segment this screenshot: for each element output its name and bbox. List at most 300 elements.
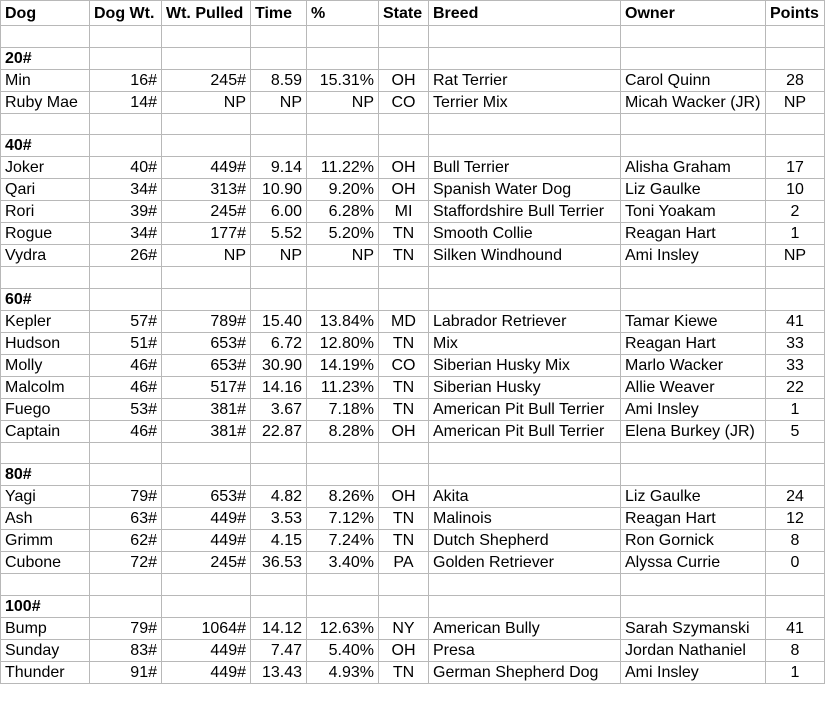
table-row [1,376,825,398]
breed-cell: Rat Terrier [429,69,621,91]
empty-cell [766,464,825,486]
empty-cell [307,267,379,289]
empty-cell [766,135,825,157]
empty-cell [307,288,379,310]
dog-cell: Bump [1,617,90,639]
dog-weight-cell: 79# [90,486,162,508]
time-cell: 9.14 [251,157,307,179]
dog-cell: Qari [1,179,90,201]
time-cell: 14.12 [251,617,307,639]
empty-cell [379,574,429,596]
time-cell: 22.87 [251,420,307,442]
state-cell: NY [379,617,429,639]
weight-class-label: 100# [1,595,90,617]
dog-weight-cell: 16# [90,69,162,91]
owner-cell: Tamar Kiewe [621,310,766,332]
empty-cell [621,47,766,69]
empty-cell [251,267,307,289]
weight-class-row [1,135,825,157]
owner-cell: Micah Wacker (JR) [621,91,766,113]
table-row [1,245,825,267]
empty-cell [251,595,307,617]
state-cell: TN [379,398,429,420]
empty-cell [429,288,621,310]
time-cell: 36.53 [251,552,307,574]
time-cell: 14.16 [251,376,307,398]
table-row [1,201,825,223]
empty-cell [766,574,825,596]
empty-cell [90,113,162,135]
dog-weight-cell: 46# [90,420,162,442]
dog-cell: Grimm [1,530,90,552]
points-cell: 1 [766,223,825,245]
dog-weight-cell: 72# [90,552,162,574]
state-cell: TN [379,508,429,530]
empty-cell [379,113,429,135]
empty-cell [90,595,162,617]
table-row [1,398,825,420]
empty-cell [1,26,90,48]
table-row [1,661,825,683]
owner-cell: Reagan Hart [621,508,766,530]
dog-cell: Min [1,69,90,91]
time-cell: NP [251,91,307,113]
dog-weight-cell: 46# [90,354,162,376]
weight-pulled-cell: 381# [162,420,251,442]
empty-cell [621,464,766,486]
time-cell: 4.82 [251,486,307,508]
percent-cell: 7.18% [307,398,379,420]
percent-cell: NP [307,91,379,113]
table-row [1,486,825,508]
weight-pulled-cell: 381# [162,398,251,420]
table-row [1,552,825,574]
breed-cell: American Bully [429,617,621,639]
weight-class-row [1,464,825,486]
table-row [1,69,825,91]
weight-pulled-cell: 517# [162,376,251,398]
empty-cell [162,442,251,464]
percent-cell: 7.12% [307,508,379,530]
empty-cell [251,113,307,135]
dog-weight-cell: 57# [90,310,162,332]
points-cell: 41 [766,617,825,639]
empty-cell [307,442,379,464]
dog-weight-cell: 46# [90,376,162,398]
breed-cell: Presa [429,639,621,661]
empty-cell [90,464,162,486]
time-cell: 8.59 [251,69,307,91]
dog-cell: Fuego [1,398,90,420]
empty-cell [766,288,825,310]
breed-cell: Malinois [429,508,621,530]
empty-cell [307,135,379,157]
empty-cell [379,26,429,48]
weight-pulled-cell: NP [162,245,251,267]
owner-cell: Liz Gaulke [621,179,766,201]
state-cell: TN [379,661,429,683]
empty-cell [251,288,307,310]
empty-cell [162,595,251,617]
percent-cell: 5.40% [307,639,379,661]
weight-pulled-cell: 313# [162,179,251,201]
dog-weight-cell: 14# [90,91,162,113]
weight-pulled-cell: 449# [162,661,251,683]
percent-cell: 3.40% [307,552,379,574]
weight-pulled-cell: 449# [162,157,251,179]
points-cell: 41 [766,310,825,332]
breed-cell: Terrier Mix [429,91,621,113]
dog-weight-cell: 26# [90,245,162,267]
table-row [1,508,825,530]
dog-cell: Ash [1,508,90,530]
empty-cell [307,113,379,135]
percent-cell: 7.24% [307,530,379,552]
breed-cell: Siberian Husky Mix [429,354,621,376]
owner-cell: Toni Yoakam [621,201,766,223]
owner-cell: Liz Gaulke [621,486,766,508]
empty-cell [90,26,162,48]
points-cell: 2 [766,201,825,223]
table-row [1,91,825,113]
empty-cell [162,26,251,48]
empty-cell [429,574,621,596]
state-cell: MI [379,201,429,223]
weight-class-label: 60# [1,288,90,310]
owner-cell: Ami Insley [621,398,766,420]
dog-cell: Sunday [1,639,90,661]
time-cell: 6.00 [251,201,307,223]
empty-cell [307,595,379,617]
header-weight-pulled: Wt. Pulled [162,1,251,26]
weight-class-row [1,288,825,310]
breed-cell: Smooth Collie [429,223,621,245]
time-cell: 13.43 [251,661,307,683]
header-state: State [379,1,429,26]
owner-cell: Marlo Wacker [621,354,766,376]
table-row [1,617,825,639]
points-cell: NP [766,91,825,113]
dog-weight-cell: 51# [90,332,162,354]
time-cell: 7.47 [251,639,307,661]
table-row [1,639,825,661]
dog-cell: Rogue [1,223,90,245]
weight-pulled-cell: 653# [162,486,251,508]
dog-cell: Thunder [1,661,90,683]
owner-cell: Ami Insley [621,245,766,267]
owner-cell: Reagan Hart [621,332,766,354]
percent-cell: 12.63% [307,617,379,639]
percent-cell: NP [307,245,379,267]
empty-cell [621,288,766,310]
table-row [1,179,825,201]
dog-weight-cell: 39# [90,201,162,223]
empty-cell [379,288,429,310]
weight-pulled-cell: 245# [162,201,251,223]
points-cell: 22 [766,376,825,398]
state-cell: TN [379,530,429,552]
percent-cell: 15.31% [307,69,379,91]
empty-cell [379,47,429,69]
dog-cell: Ruby Mae [1,91,90,113]
points-cell: 28 [766,69,825,91]
weight-pulled-cell: 449# [162,530,251,552]
empty-cell [307,574,379,596]
dog-weight-cell: 34# [90,179,162,201]
owner-cell: Alisha Graham [621,157,766,179]
empty-cell [1,113,90,135]
empty-cell [90,574,162,596]
percent-cell: 5.20% [307,223,379,245]
points-cell: 24 [766,486,825,508]
percent-cell: 13.84% [307,310,379,332]
header-dog: Dog [1,1,90,26]
empty-cell [251,135,307,157]
table-row [1,354,825,376]
time-cell: 15.40 [251,310,307,332]
time-cell: 3.53 [251,508,307,530]
dog-cell: Joker [1,157,90,179]
time-cell: NP [251,245,307,267]
points-cell: 5 [766,420,825,442]
state-cell: MD [379,310,429,332]
empty-cell [429,595,621,617]
dog-cell: Rori [1,201,90,223]
empty-cell [379,464,429,486]
percent-cell: 6.28% [307,201,379,223]
dog-weight-cell: 62# [90,530,162,552]
time-cell: 6.72 [251,332,307,354]
percent-cell: 12.80% [307,332,379,354]
spacer-row [1,113,825,135]
dog-weight-cell: 53# [90,398,162,420]
state-cell: OH [379,69,429,91]
empty-cell [429,267,621,289]
weight-pulled-cell: 653# [162,354,251,376]
empty-cell [307,47,379,69]
points-cell: 17 [766,157,825,179]
weight-pulled-cell: 449# [162,508,251,530]
state-cell: OH [379,420,429,442]
weight-pulled-cell: 1064# [162,617,251,639]
empty-cell [90,267,162,289]
state-cell: TN [379,245,429,267]
dog-cell: Hudson [1,332,90,354]
dog-cell: Yagi [1,486,90,508]
owner-cell: Elena Burkey (JR) [621,420,766,442]
state-cell: OH [379,486,429,508]
header-percent: % [307,1,379,26]
empty-cell [766,442,825,464]
empty-cell [766,595,825,617]
owner-cell: Alyssa Currie [621,552,766,574]
empty-cell [429,464,621,486]
points-cell: 0 [766,552,825,574]
empty-cell [766,26,825,48]
state-cell: OH [379,639,429,661]
points-cell: 33 [766,332,825,354]
spacer-row [1,267,825,289]
breed-cell: Spanish Water Dog [429,179,621,201]
empty-cell [1,574,90,596]
owner-cell: Jordan Nathaniel [621,639,766,661]
dog-cell: Vydra [1,245,90,267]
empty-cell [766,113,825,135]
time-cell: 3.67 [251,398,307,420]
empty-cell [1,442,90,464]
dog-cell: Kepler [1,310,90,332]
empty-cell [429,26,621,48]
dog-weight-cell: 34# [90,223,162,245]
state-cell: TN [379,223,429,245]
header-breed: Breed [429,1,621,26]
breed-cell: Golden Retriever [429,552,621,574]
points-cell: 1 [766,398,825,420]
empty-cell [766,267,825,289]
empty-cell [251,47,307,69]
empty-cell [162,135,251,157]
empty-cell [379,135,429,157]
dog-cell: Captain [1,420,90,442]
weight-class-row [1,47,825,69]
weight-class-label: 40# [1,135,90,157]
points-cell: NP [766,245,825,267]
dog-cell: Molly [1,354,90,376]
header-time: Time [251,1,307,26]
spacer-row [1,574,825,596]
owner-cell: Allie Weaver [621,376,766,398]
state-cell: OH [379,179,429,201]
empty-cell [162,574,251,596]
empty-cell [307,26,379,48]
breed-cell: American Pit Bull Terrier [429,398,621,420]
dog-weight-cell: 91# [90,661,162,683]
header-points: Points [766,1,825,26]
breed-cell: German Shepherd Dog [429,661,621,683]
empty-cell [251,574,307,596]
header-row [1,1,825,26]
owner-cell: Sarah Szymanski [621,617,766,639]
empty-cell [621,267,766,289]
state-cell: CO [379,354,429,376]
weight-pulled-cell: 245# [162,552,251,574]
owner-cell: Ami Insley [621,661,766,683]
owner-cell: Carol Quinn [621,69,766,91]
empty-cell [621,135,766,157]
empty-cell [251,442,307,464]
state-cell: OH [379,157,429,179]
time-cell: 30.90 [251,354,307,376]
state-cell: CO [379,91,429,113]
breed-cell: Silken Windhound [429,245,621,267]
table-row [1,223,825,245]
weight-class-row [1,595,825,617]
time-cell: 10.90 [251,179,307,201]
weight-pulled-cell: 449# [162,639,251,661]
empty-cell [429,442,621,464]
breed-cell: Dutch Shepherd [429,530,621,552]
weight-pulled-cell: 177# [162,223,251,245]
percent-cell: 8.26% [307,486,379,508]
time-cell: 5.52 [251,223,307,245]
dog-weight-cell: 40# [90,157,162,179]
empty-cell [429,47,621,69]
weight-class-label: 20# [1,47,90,69]
empty-cell [1,267,90,289]
empty-cell [251,26,307,48]
weight-pulled-cell: 245# [162,69,251,91]
empty-cell [621,26,766,48]
dog-weight-cell: 79# [90,617,162,639]
table-row [1,530,825,552]
table-body [1,26,825,684]
header-dog-weight: Dog Wt. [90,1,162,26]
empty-cell [162,288,251,310]
state-cell: TN [379,332,429,354]
empty-cell [162,47,251,69]
points-cell: 8 [766,530,825,552]
breed-cell: Bull Terrier [429,157,621,179]
weight-pulled-cell: 789# [162,310,251,332]
empty-cell [379,595,429,617]
points-cell: 12 [766,508,825,530]
percent-cell: 14.19% [307,354,379,376]
dog-cell: Malcolm [1,376,90,398]
breed-cell: Akita [429,486,621,508]
breed-cell: Mix [429,332,621,354]
empty-cell [621,113,766,135]
points-cell: 33 [766,354,825,376]
spacer-row [1,26,825,48]
empty-cell [379,442,429,464]
points-cell: 1 [766,661,825,683]
empty-cell [162,464,251,486]
breed-cell: Siberian Husky [429,376,621,398]
percent-cell: 11.23% [307,376,379,398]
empty-cell [379,267,429,289]
empty-cell [90,288,162,310]
empty-cell [766,47,825,69]
weight-pulled-cell: NP [162,91,251,113]
dog-weight-cell: 83# [90,639,162,661]
empty-cell [162,267,251,289]
percent-cell: 11.22% [307,157,379,179]
percent-cell: 9.20% [307,179,379,201]
table-row [1,157,825,179]
dog-weight-cell: 63# [90,508,162,530]
owner-cell: Ron Gornick [621,530,766,552]
breed-cell: American Pit Bull Terrier [429,420,621,442]
empty-cell [90,47,162,69]
state-cell: TN [379,376,429,398]
breed-cell: Staffordshire Bull Terrier [429,201,621,223]
table-row [1,310,825,332]
points-cell: 10 [766,179,825,201]
empty-cell [429,135,621,157]
percent-cell: 8.28% [307,420,379,442]
table-row [1,420,825,442]
breed-cell: Labrador Retriever [429,310,621,332]
table-row [1,332,825,354]
time-cell: 4.15 [251,530,307,552]
empty-cell [307,464,379,486]
header-owner: Owner [621,1,766,26]
state-cell: PA [379,552,429,574]
weight-class-label: 80# [1,464,90,486]
empty-cell [429,113,621,135]
empty-cell [90,135,162,157]
empty-cell [90,442,162,464]
